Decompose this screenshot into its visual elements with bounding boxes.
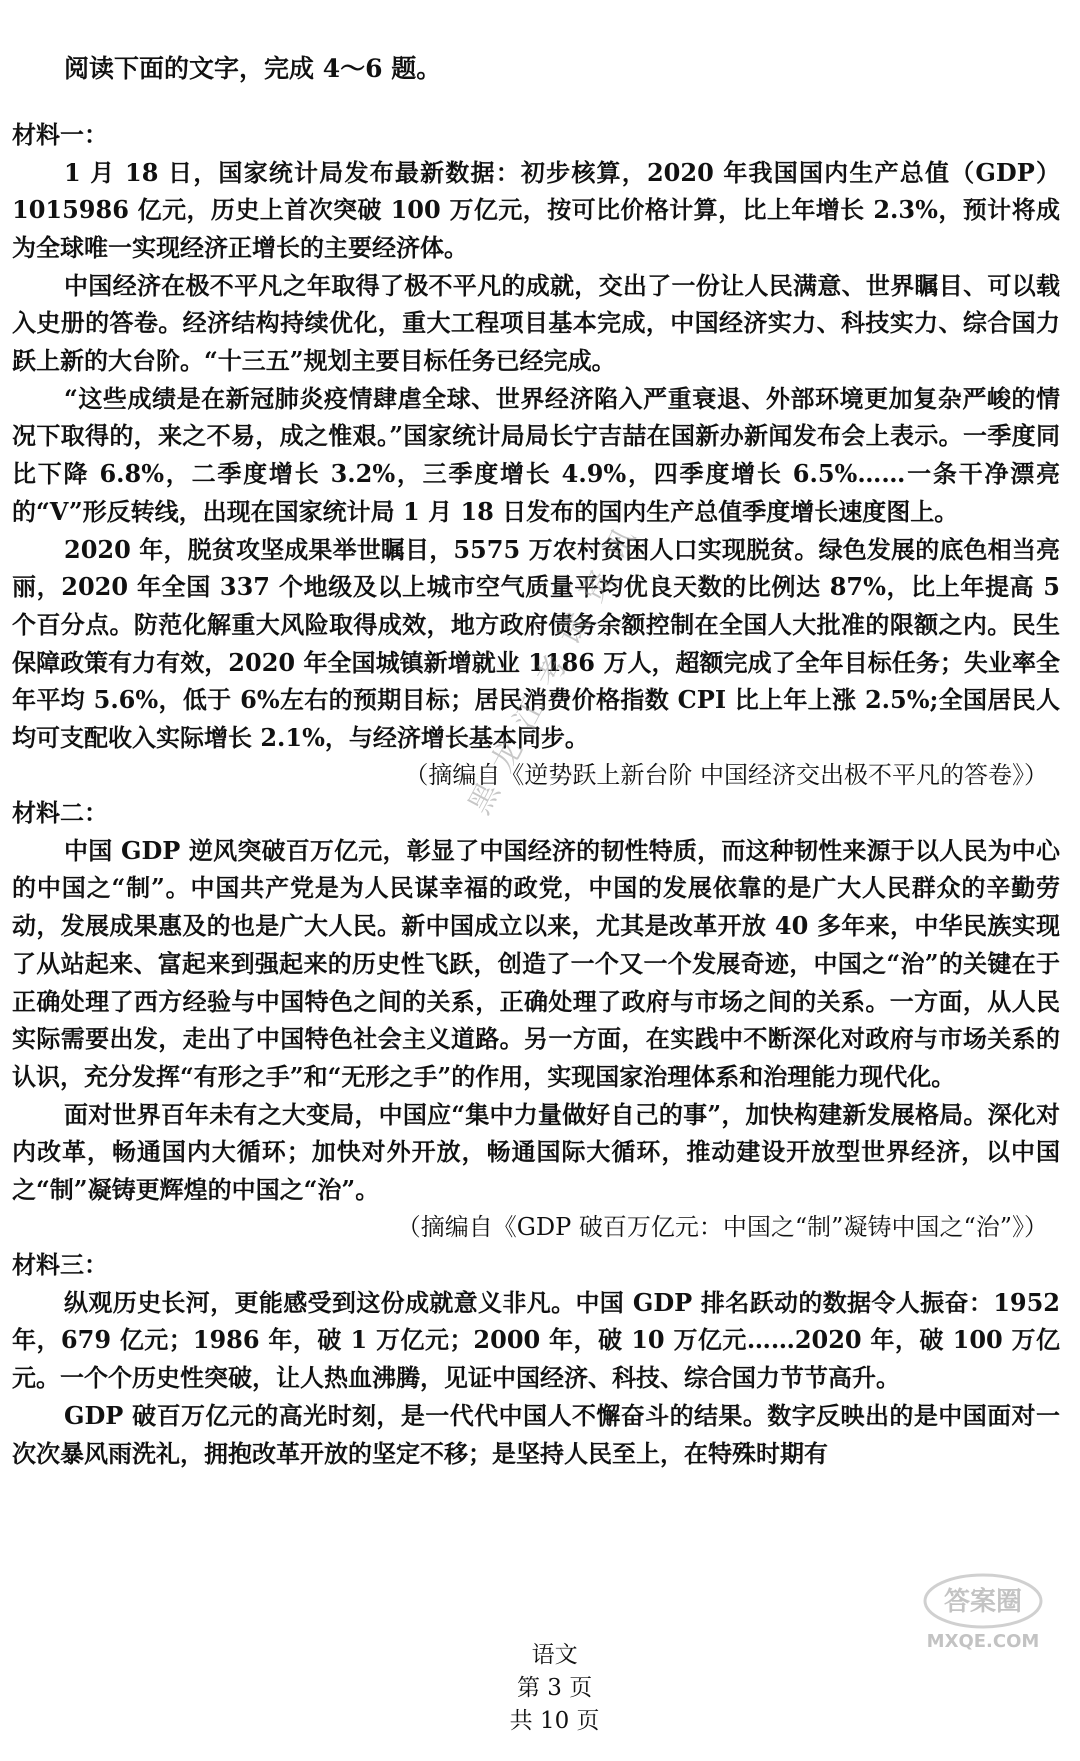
material-3-paragraph-1: 纵观历史长河，更能感受到这份成就意义非凡。中国 GDP 排名跃动的数据令人振奋：1952 年，679 亿元；1986 年，破 1 万亿元；2000 年，破 10 万亿元……2020 年，破 100 万亿元。一个个历史性突破，让人热血沸腾，见证中国经济、科技、综合国力节节高升。 (12, 1287, 1060, 1393)
material-1-paragraph-4: 2020 年，脱贫攻坚成果举世瞩目，5575 万农村贫困人口实现脱贫。绿色发展的底色相当亮丽，2020 年全国 337 个地级及以上城市空气质量平均优良天数的比例达 87%，比上年提高 5 个百分点。防范化解重大风险取得成效，地方政府债务余额控制在全国人大批准的限额之内。民生保障政策有力有效，2020 年全国城镇新增就业 1186 万人，超额完成了全年目标任务；失业率全年平均 5.6%，低于 6%左右的预期目标；居民消费价格指数 CPI 比上年上涨 2.5%;全国居民人均可支配收入实际增长 2.1%，与经济增长基本同步。 (12, 534, 1060, 753)
site-logo-top-text: 答案圈 (943, 1587, 1023, 1617)
page-content (12, 22, 1060, 1472)
material-2-paragraph-1: 中国 GDP 逆风突破百万亿元，彰显了中国经济的韧性特质，而这种韧性来源于以人民为中心的中国之“制”。中国共产党是为人民谋幸福的政党，中国的发展依靠的是广大人民群众的辛勤劳动，发展成果惠及的也是广大人民。新中国成立以来，尤其是改革开放 40 多年来，中华民族实现了从站起来、富起来到强起来的历史性飞跃，创造了一个又一个发展奇迹，中国之“治”的关键在于正确处理了西方经验与中国特色之间的关系，正确处理了政府与市场之间的关系。一方面，从人民实际需要出发，走出了中国特色社会主义道路。另一方面，在实践中不断深化对政府与市场关系的认识，充分发挥“有形之手”和“无形之手”的作用，实现国家治理体系和治理能力现代化。 (12, 835, 1060, 1091)
material-1-paragraph-2: 中国经济在极不平凡之年取得了极不平凡的成就，交出了一份让人民满意、世界瞩目、可以载入史册的答卷。经济结构持续优化，重大工程项目基本完成，中国经济实力、科技实力、综合国力跃上新的大台阶。“十三五”规划主要目标任务已经完成。 (12, 270, 1060, 376)
material-2-paragraph-2: 面对世界百年未有之大变局，中国应“集中力量做好自己的事”，加快构建新发展格局。深化对内改革，畅通国内大循环；加快对外开放，畅通国际大循环，推动建设开放型世界经济，以中国之“制”凝铸更辉煌的中国之“治”。 (12, 1099, 1060, 1205)
material-3-paragraph-2: GDP 破百万亿元的高光时刻，是一代代中国人不懈奋斗的结果。数字反映出的是中国面对一次次暴风雨洗礼，拥抱改革开放的坚定不移；是坚持人民至上，在特殊时期有 (12, 1400, 1060, 1468)
site-logo-bottom-text: MXQE.COM (926, 1631, 1040, 1652)
watermark-text: 黑龙江考试资讯 (462, 507, 651, 821)
material-1-paragraph-3: “这些成绩是在新冠肺炎疫情肆虐全球、世界经济陷入严重衰退、外部环境更加复杂严峻的情况下取得的，来之不易，成之惟艰。”国家统计局局长宁吉喆在国新办新闻发布会上表示。一季度同比下降 6.8%，二季度增长 3.2%，三季度增长 4.9%，四季度增长 6.5%……一条干净漂亮的“V”形反转线，出现在国家统计局 1 月 18 日发布的国内生产总值季度增长速度图上。 (12, 383, 1060, 526)
material-2-source: （摘编自《GDP 破百万亿元：中国之“制”凝铸中国之“治”》） (396, 1212, 1048, 1241)
material-1-heading: 材料一： (12, 120, 108, 149)
material-1-paragraph-1: 1 月 18 日，国家统计局发布最新数据：初步核算，2020 年我国国内生产总值（GDP）1015986 亿元，历史上首次突破 100 万亿元，按可比价格计算，比上年增长 2.3%，预计将成为全球唯一实现经济正增长的主要经济体。 (12, 157, 1060, 262)
material-3-heading: 材料三： (12, 1250, 108, 1280)
material-1-source: （摘编自《逆势跃上新台阶 中国经济交出极不平凡的答卷》） (404, 760, 1048, 789)
material-2-heading: 材料二： (12, 798, 108, 828)
reading-instruction: 阅读下面的文字，完成 4～6 题。 (64, 54, 442, 83)
site-logo-watermark (908, 1569, 1058, 1655)
footer-total-pages: 共 10 页 (509, 1708, 600, 1734)
footer-page-number: 第 3 页 (516, 1675, 593, 1701)
footer-subject: 语文 (531, 1642, 578, 1668)
